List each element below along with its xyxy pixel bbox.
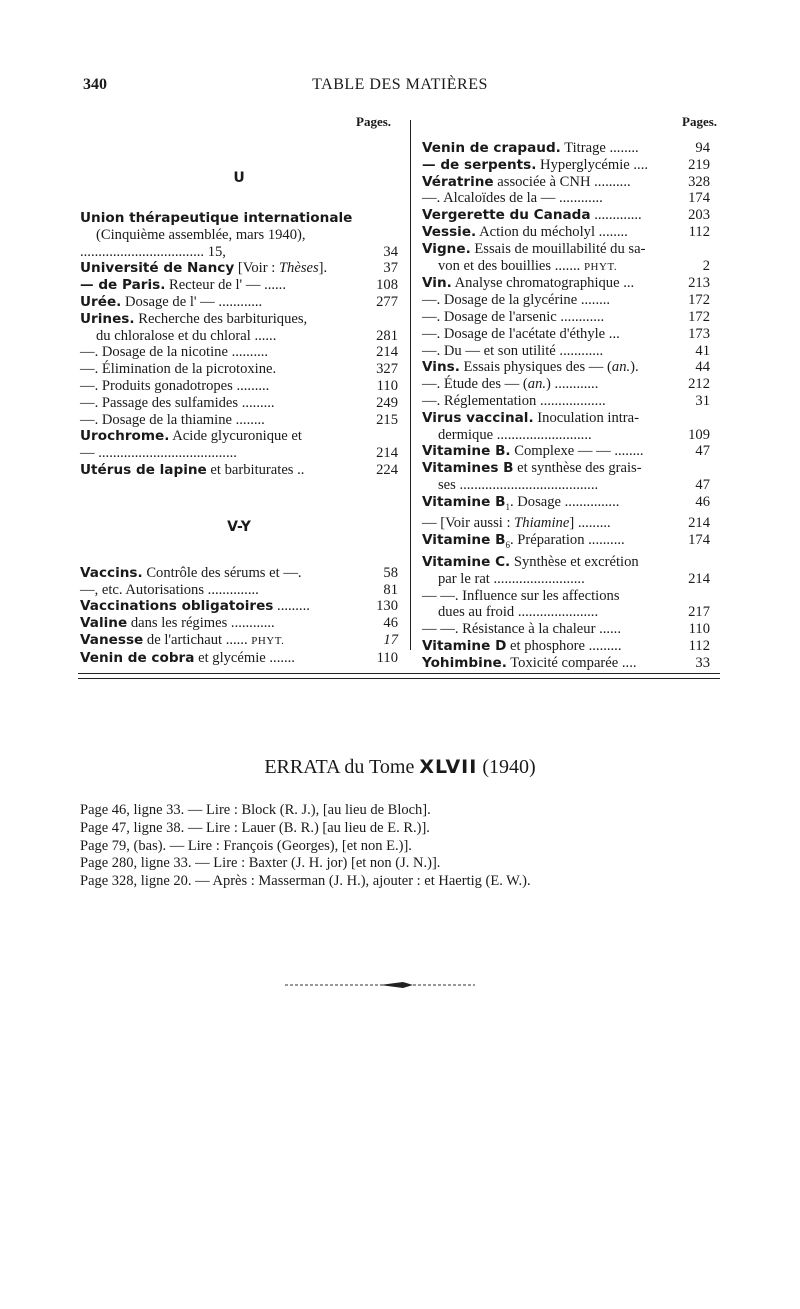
index-entry [80,210,398,227]
index-entry [422,393,710,410]
entry-text: Vergerette du Canada ............. [422,207,642,224]
entry-page: 212 [688,376,710,393]
index-entry [422,292,710,309]
entries-v [80,565,398,667]
left-column [80,140,398,667]
entry-text: —. Dosage de la thiamine ........ [80,411,265,428]
index-entry [80,650,398,667]
entry-text: Venin de cobra et glycémie ....... [80,649,295,666]
entry-page: 214 [376,445,398,462]
entry-text: Vératrine associée à CNH .......... [422,173,631,190]
entry-text: Vigne. Essais de mouillabilité du sa- [422,240,646,257]
index-entry [422,224,710,241]
entry-text: Vitamines B et synthèse des grais- [422,460,642,477]
entry-heading: Vigne. [422,240,471,257]
entry-text: Urée. Dosage de l' — ............ [80,293,263,310]
entry-page: 47 [695,476,710,493]
entry-page: 172 [688,292,710,309]
index-entry [422,258,710,276]
entry-text: Valine dans les régimes ............ [80,615,275,632]
index-entry [422,494,710,516]
entry-text: Venin de crapaud. Titrage ........ [422,140,639,156]
index-entry [80,294,398,311]
entry-page: 17 [383,631,398,648]
entry-page: 277 [376,293,398,310]
entry-page: 44 [695,359,710,376]
errata-line: Page 328, ligne 20. — Après : Masserman (J. H.), ajouter : et Haertig (E. W.). [80,873,531,890]
index-entry [422,359,710,376]
entry-page: 203 [688,207,710,224]
entry-text: Vitamine C. Synthèse et excrétion [422,553,639,570]
index-entry [422,140,710,157]
entry-page: 110 [688,621,710,638]
errata-title-year: (1940) [482,756,536,778]
entry-text: — ...................................... [80,445,237,462]
entry-text: von et des bouillies ....... PHYT. [438,257,618,274]
errata-title-prefix: ERRATA du Tome [264,756,415,778]
entry-page: 174 [688,532,710,549]
index-entry [422,554,710,571]
entry-page: 81 [383,581,398,598]
entry-text: Vitamine B. Complexe — — ........ [422,443,644,460]
entry-text: Vins. Essais physiques des — (an.). [422,359,639,376]
index-entry [80,445,398,462]
entry-italic: an. [611,359,631,376]
entry-heading: Vitamine C. [422,553,511,570]
entry-page: 130 [376,598,398,615]
index-entry [422,343,710,360]
entry-page: 281 [376,327,398,344]
entry-text: —. Passage des sulfamides ......... [80,394,275,411]
index-entry [80,328,398,345]
entry-heading: Vitamine B [422,532,506,549]
index-entry [422,190,710,207]
index-entry [80,615,398,632]
right-column [422,140,710,672]
entry-heading: Venin de cobra [80,649,195,666]
running-head: TABLE DES MATIÈRES [312,76,488,93]
entry-page: 172 [688,308,710,325]
index-entry [80,344,398,361]
entry-subscript: 6 [505,540,510,551]
index-entry [422,157,710,174]
entry-text: —. Produits gonadotropes ......... [80,377,270,394]
index-entry [80,412,398,429]
entry-heading: Valine [80,615,128,632]
section-heading-vy: V-Y [227,518,251,535]
entry-italic: Thèses [278,260,319,277]
end-ornament [285,980,475,990]
entry-page: 328 [688,173,710,190]
index-entry [422,207,710,224]
index-entry [422,638,710,655]
entry-page: 109 [688,426,710,443]
index-entry [80,395,398,412]
entries-right [422,140,710,672]
entry-text: Université de Nancy [Voir : Thèses]. [80,260,328,277]
entry-text: .................................. 15, [80,243,226,260]
entry-text: (Cinquième assemblée, mars 1940), [96,226,306,243]
errata-line: Page 46, ligne 33. — Lire : Block (R. J.), [au lieu de Bloch]. [80,802,431,818]
index-entry [422,604,710,621]
entry-heading: Utérus de lapine [80,461,207,478]
index-entry [422,241,710,258]
index-entry [80,244,398,261]
index-entry [80,565,398,582]
entry-heading: — de serpents. [422,156,537,173]
entry-text: —. Alcaloïdes de la — ............ [422,190,603,207]
entry-heading: Vins. [422,359,460,376]
entry-text: du chloralose et du chloral ...... [96,327,277,344]
index-entry [422,588,710,605]
entry-page: 327 [376,361,398,378]
entry-page: 217 [688,604,710,621]
index-entry [80,361,398,378]
index-entry [422,571,710,588]
entries-u [80,210,398,479]
entry-page: 112 [688,223,710,240]
entry-page: 214 [688,570,710,587]
index-entry [422,621,710,638]
index-entry [422,410,710,427]
entry-text: —. Dosage de la nicotine .......... [80,344,269,361]
entry-page: 213 [688,275,710,292]
errata-title [0,756,800,779]
entry-heading: Vergerette du Canada [422,207,591,224]
entry-heading: Vaccins. [80,564,143,581]
entry-page: 108 [376,277,398,294]
entry-page: 37 [383,260,398,277]
errata-line: Page 280, ligne 33. — Lire : Baxter (J. H. jor) [et non (J. N.)]. [80,855,441,872]
entry-heading: Virus vaccinal. [422,409,534,426]
entry-page: 47 [695,443,710,460]
entry-page: 249 [376,394,398,411]
index-entry [422,427,710,444]
entry-heading: Vitamine B [422,493,506,510]
section-heading-u: U [233,170,245,186]
entry-heading: Urines. [80,310,135,327]
entry-text: —. Réglementation .................. [422,392,606,409]
entry-text: —. Dosage de l'acétate d'éthyle ... [422,325,620,342]
entry-text: Vaccins. Contrôle des sérums et —. [80,564,302,581]
entry-heading: Vaccinations obligatoires [80,598,274,615]
index-entry [80,582,398,599]
entry-heading: Yohimbine. [422,654,507,671]
entry-text: Urines. Recherche des barbituriques, [80,310,308,327]
entry-subscript: 1 [505,501,510,512]
entry-text: — de serpents. Hyperglycémie .... [422,156,648,173]
entry-smallcaps: PHYT. [583,260,618,273]
entry-text: dues au froid ...................... [438,604,599,621]
errata-line: Page 79, (bas). — Lire : François (Georges), [et non E.)]. [80,837,412,854]
entry-text: Vaccinations obligatoires ......... [80,598,310,615]
entry-heading: Vitamine D [422,637,507,654]
index-entry [422,376,710,393]
entry-text: Vitamine $B_1$. Dosage ............... [422,493,620,512]
index-entry [80,428,398,445]
entry-text: — de Paris. Recteur de l' — ...... [80,277,286,294]
entry-text: Utérus de lapine et barbiturates .. [80,461,305,478]
entry-heading: Vanesse [80,631,144,648]
entry-page: 34 [383,243,398,260]
entry-page: 41 [695,342,710,359]
index-entry [422,532,710,554]
index-entry [80,311,398,328]
entry-heading: Vitamines B [422,460,514,477]
entry-text: — —. Résistance à la chaleur ...... [422,621,621,638]
entry-page: 215 [376,411,398,428]
entry-text: —. Élimination de la picrotoxine. [80,361,277,378]
entry-page: 2 [702,257,710,274]
entry-text: Vessie. Action du mécholyl ........ [422,223,628,240]
entry-text: —. Dosage de l'arsenic ............ [422,308,605,325]
entry-page: 214 [376,344,398,361]
entry-page: 224 [376,461,398,478]
index-entry [422,443,710,460]
entry-text: — —. Influence sur les affections [422,587,620,604]
index-entry [422,309,710,326]
entry-text: dermique .......................... [438,426,592,443]
entry-text: —. Dosage de la glycérine ........ [422,292,611,309]
entry-page: 46 [695,493,710,510]
entry-page: 110 [376,377,398,394]
entry-smallcaps: PHYT. [251,634,285,647]
entry-heading: Urochrome. [80,428,170,445]
entry-heading: — de Paris. [80,277,166,294]
index-entry [80,260,398,277]
index-entry [422,460,710,477]
entry-page: 214 [688,515,710,532]
errata-line: Page 47, ligne 38. — Lire : Lauer (B. R.) [au lieu de E. R.)]. [80,819,430,836]
entry-text: —. Du — et son utilité ............ [422,342,604,359]
column-divider [410,120,411,650]
entry-text: Yohimbine. Toxicité comparée .... [422,654,637,671]
entry-page: 112 [688,637,710,654]
entry-page: 219 [688,156,710,173]
index-entry [422,174,710,191]
entry-page: 46 [383,615,398,632]
entry-heading: Union thérapeutique internationale [80,210,353,226]
index-entry [80,227,398,244]
entry-text: Urochrome. Acide glycuronique et [80,428,302,445]
entry-text: —, etc. Autorisations .............. [80,581,259,598]
entry-page: 33 [695,654,710,671]
entry-text: par le rat ......................... [438,570,585,587]
entry-heading: Urée. [80,293,122,310]
entry-text: Virus vaccinal. Inoculation intra- [422,409,640,426]
index-entry [80,598,398,615]
entry-text: —. Étude des — (an.) ............ [422,376,599,393]
errata-title-volume: XLVII [419,756,478,778]
entry-heading: Vin. [422,275,452,292]
entry-heading: Vessie. [422,223,477,240]
entry-heading: Vitamine B. [422,443,511,460]
double-rule [78,673,720,679]
entry-page: 58 [383,564,398,581]
entry-italic: Thiamine [514,515,570,532]
entry-page: 94 [695,140,710,156]
entry-page: 173 [688,325,710,342]
index-entry [80,378,398,395]
entry-page: 31 [695,392,710,409]
errata-list [80,802,720,891]
index-entry [422,326,710,343]
entry-text [80,210,352,226]
pages-label-left: Pages. [356,114,392,129]
entry-heading: Venin de crapaud. [422,140,561,156]
entry-text: Vitamine $B_6$. Préparation .......... [422,532,625,551]
entry-heading: Vératrine [422,173,494,190]
pages-label-right: Pages. [682,114,718,129]
entry-page: 110 [376,649,398,666]
index-entry [80,277,398,294]
index-entry [80,632,398,650]
index-entry [80,462,398,479]
entry-page: 174 [688,190,710,207]
entry-text: Vin. Analyse chromatographique ... [422,275,635,292]
entry-text: Vanesse de l'artichaut ...... PHYT. [80,631,285,648]
index-entry [422,515,710,532]
entry-text: ses ...................................... [438,476,599,493]
entry-heading: Université de Nancy [80,260,235,277]
index-entry [422,655,710,672]
index-entry [422,477,710,494]
entry-text: Vitamine D et phosphore ......... [422,637,622,654]
entry-italic: an. [527,376,547,393]
page-number: 340 [83,76,107,93]
index-entry [422,275,710,292]
entry-text: — [Voir aussi : Thiamine] ......... [422,515,611,532]
